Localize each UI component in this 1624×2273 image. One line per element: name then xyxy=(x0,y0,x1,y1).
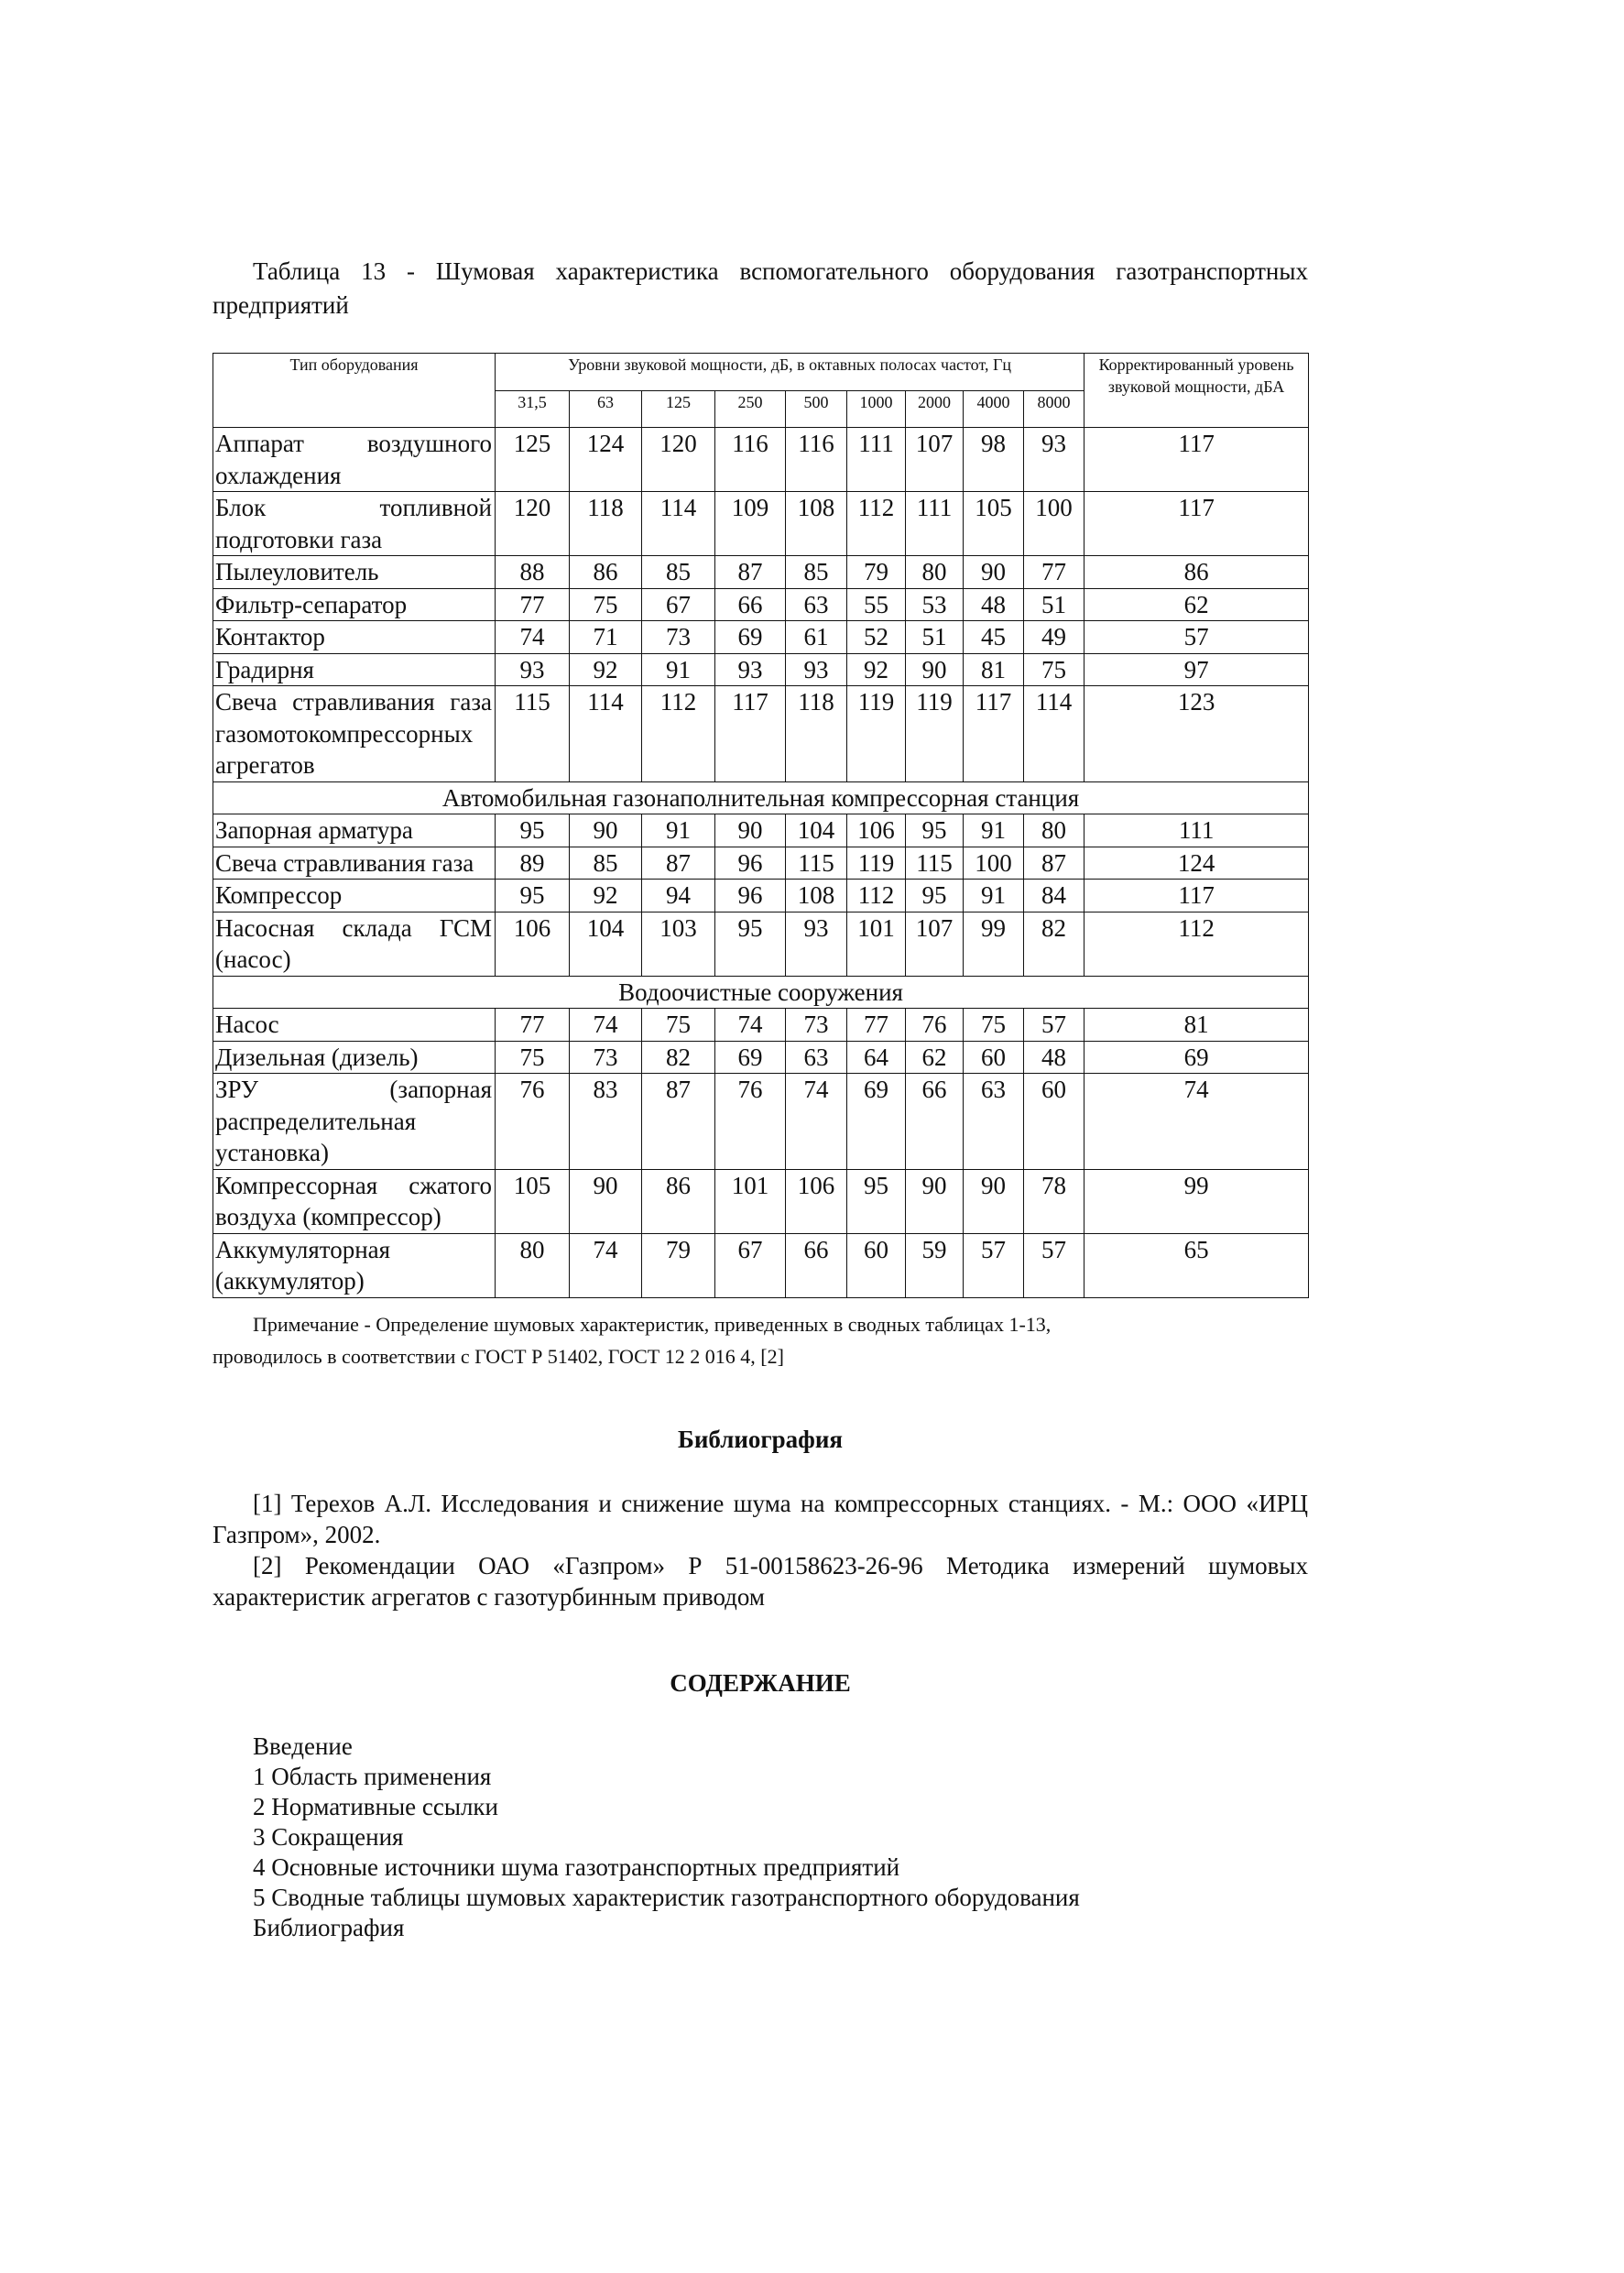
section-label: Водоочистные сооружения xyxy=(213,976,1309,1009)
contents-list xyxy=(253,1732,1080,1943)
corrected-value: 123 xyxy=(1084,686,1309,782)
level-value: 52 xyxy=(847,621,906,654)
level-value: 73 xyxy=(786,1009,847,1042)
level-value: 84 xyxy=(1024,880,1084,912)
level-value: 120 xyxy=(496,492,570,556)
level-value: 48 xyxy=(964,588,1024,621)
level-value: 63 xyxy=(786,1041,847,1074)
level-value: 74 xyxy=(570,1233,642,1297)
level-value: 105 xyxy=(496,1169,570,1233)
level-value: 75 xyxy=(642,1009,715,1042)
level-value: 106 xyxy=(786,1169,847,1233)
level-value: 90 xyxy=(715,814,786,847)
corrected-value: 99 xyxy=(1084,1169,1309,1233)
equipment-name: Насосная склада ГСМ (насос) xyxy=(213,912,496,976)
level-value: 81 xyxy=(964,653,1024,686)
level-value: 48 xyxy=(1024,1041,1084,1074)
equipment-name: Аккумуляторная (аккумулятор) xyxy=(213,1233,496,1297)
level-value: 105 xyxy=(964,492,1024,556)
corrected-value: 117 xyxy=(1084,428,1309,492)
level-value: 90 xyxy=(964,556,1024,589)
level-value: 60 xyxy=(847,1233,906,1297)
note-line-2: проводилось в соответствии с ГОСТ Р 51402, ГОСТ 12 2 016 4, [2] xyxy=(213,1345,784,1368)
frequency-header: 31,5 xyxy=(496,390,570,428)
level-value: 95 xyxy=(496,814,570,847)
frequency-header: 250 xyxy=(715,390,786,428)
table-row xyxy=(213,653,1309,686)
corrected-value: 111 xyxy=(1084,814,1309,847)
level-value: 99 xyxy=(964,912,1024,976)
table-note xyxy=(213,1308,1308,1372)
equipment-name: Свеча стравливания газа xyxy=(213,847,496,880)
table-row xyxy=(213,492,1309,556)
bibliography-list xyxy=(213,1488,1308,1612)
level-value: 83 xyxy=(570,1074,642,1170)
level-value: 57 xyxy=(1024,1009,1084,1042)
level-value: 73 xyxy=(642,621,715,654)
level-value: 112 xyxy=(847,880,906,912)
level-value: 94 xyxy=(642,880,715,912)
level-value: 100 xyxy=(1024,492,1084,556)
corrected-value: 69 xyxy=(1084,1041,1309,1074)
level-value: 103 xyxy=(642,912,715,976)
level-value: 119 xyxy=(847,847,906,880)
level-value: 116 xyxy=(715,428,786,492)
level-value: 85 xyxy=(570,847,642,880)
equipment-name: Контактор xyxy=(213,621,496,654)
level-value: 77 xyxy=(496,588,570,621)
level-value: 79 xyxy=(642,1233,715,1297)
level-value: 75 xyxy=(1024,653,1084,686)
level-value: 67 xyxy=(642,588,715,621)
level-value: 73 xyxy=(570,1041,642,1074)
contents-item: 3 Сокращения xyxy=(253,1823,404,1851)
table-row xyxy=(213,847,1309,880)
contents-item: 2 Нормативные ссылки xyxy=(253,1793,498,1820)
equipment-name: Насос xyxy=(213,1009,496,1042)
level-value: 88 xyxy=(496,556,570,589)
level-value: 118 xyxy=(570,492,642,556)
level-value: 117 xyxy=(964,686,1024,782)
level-value: 112 xyxy=(642,686,715,782)
frequency-header: 63 xyxy=(570,390,642,428)
level-value: 91 xyxy=(642,814,715,847)
frequency-header: 125 xyxy=(642,390,715,428)
equipment-name: Запорная арматура xyxy=(213,814,496,847)
corrected-value: 81 xyxy=(1084,1009,1309,1042)
level-value: 86 xyxy=(642,1169,715,1233)
level-value: 92 xyxy=(570,880,642,912)
level-value: 95 xyxy=(496,880,570,912)
frequency-header: 8000 xyxy=(1024,390,1084,428)
level-value: 86 xyxy=(570,556,642,589)
corrected-value: 74 xyxy=(1084,1074,1309,1170)
level-value: 69 xyxy=(847,1074,906,1170)
corrected-value: 117 xyxy=(1084,492,1309,556)
level-value: 45 xyxy=(964,621,1024,654)
level-value: 91 xyxy=(964,814,1024,847)
level-value: 96 xyxy=(715,847,786,880)
level-value: 108 xyxy=(786,880,847,912)
frequency-header: 2000 xyxy=(906,390,964,428)
level-value: 87 xyxy=(1024,847,1084,880)
level-value: 77 xyxy=(496,1009,570,1042)
level-value: 100 xyxy=(964,847,1024,880)
bibliography-item: [1] Терехов А.Л. Исследования и снижение шума на компрессорных станциях. - М.: ООО «ИРЦ Газпром», 2002. xyxy=(213,1490,1308,1548)
level-value: 109 xyxy=(715,492,786,556)
level-value: 90 xyxy=(906,653,964,686)
header-equipment: Тип оборудования xyxy=(213,354,496,428)
level-value: 57 xyxy=(964,1233,1024,1297)
level-value: 66 xyxy=(906,1074,964,1170)
corrected-value: 65 xyxy=(1084,1233,1309,1297)
contents-item: 1 Область применения xyxy=(253,1763,492,1790)
table-row xyxy=(213,1041,1309,1074)
level-value: 82 xyxy=(642,1041,715,1074)
level-value: 74 xyxy=(786,1074,847,1170)
level-value: 117 xyxy=(715,686,786,782)
table-row xyxy=(213,880,1309,912)
level-value: 53 xyxy=(906,588,964,621)
corrected-value: 117 xyxy=(1084,880,1309,912)
noise-table xyxy=(213,353,1309,1298)
level-value: 108 xyxy=(786,492,847,556)
note-line-1: Примечание - Определение шумовых характеристик, приведенных в сводных таблицах 1-13, xyxy=(253,1313,1052,1336)
corrected-value: 86 xyxy=(1084,556,1309,589)
corrected-value: 57 xyxy=(1084,621,1309,654)
level-value: 95 xyxy=(906,814,964,847)
corrected-value: 124 xyxy=(1084,847,1309,880)
level-value: 63 xyxy=(964,1074,1024,1170)
level-value: 104 xyxy=(786,814,847,847)
equipment-name: Фильтр-сепаратор xyxy=(213,588,496,621)
level-value: 71 xyxy=(570,621,642,654)
level-value: 112 xyxy=(847,492,906,556)
level-value: 91 xyxy=(964,880,1024,912)
contents-item: Библиография xyxy=(253,1914,405,1941)
level-value: 66 xyxy=(786,1233,847,1297)
level-value: 77 xyxy=(1024,556,1084,589)
level-value: 69 xyxy=(715,621,786,654)
level-value: 63 xyxy=(786,588,847,621)
table-row xyxy=(213,556,1309,589)
level-value: 60 xyxy=(964,1041,1024,1074)
level-value: 119 xyxy=(847,686,906,782)
level-value: 79 xyxy=(847,556,906,589)
level-value: 67 xyxy=(715,1233,786,1297)
level-value: 115 xyxy=(906,847,964,880)
frequency-header: 4000 xyxy=(964,390,1024,428)
level-value: 93 xyxy=(786,653,847,686)
header-corrected: Корректированный уровень звуковой мощности, дБА xyxy=(1084,354,1309,428)
level-value: 66 xyxy=(715,588,786,621)
corrected-value: 62 xyxy=(1084,588,1309,621)
level-value: 80 xyxy=(1024,814,1084,847)
table-row xyxy=(213,1009,1309,1042)
level-value: 95 xyxy=(715,912,786,976)
level-value: 90 xyxy=(906,1169,964,1233)
level-value: 119 xyxy=(906,686,964,782)
level-value: 106 xyxy=(496,912,570,976)
level-value: 114 xyxy=(642,492,715,556)
table-row xyxy=(213,912,1309,976)
level-value: 80 xyxy=(906,556,964,589)
table-row xyxy=(213,621,1309,654)
equipment-name: Компрессорная сжатого воздуха (компрессор) xyxy=(213,1169,496,1233)
level-value: 78 xyxy=(1024,1169,1084,1233)
table-row xyxy=(213,1233,1309,1297)
level-value: 91 xyxy=(642,653,715,686)
level-value: 74 xyxy=(496,621,570,654)
level-value: 74 xyxy=(570,1009,642,1042)
equipment-name: Аппарат воздушного охлаждения xyxy=(213,428,496,492)
equipment-name: ЗРУ (запорная распределительная установка) xyxy=(213,1074,496,1170)
level-value: 111 xyxy=(847,428,906,492)
frequency-header: 1000 xyxy=(847,390,906,428)
table-row xyxy=(213,588,1309,621)
level-value: 101 xyxy=(847,912,906,976)
level-value: 90 xyxy=(964,1169,1024,1233)
equipment-name: Пылеуловитель xyxy=(213,556,496,589)
level-value: 64 xyxy=(847,1041,906,1074)
level-value: 76 xyxy=(496,1074,570,1170)
level-value: 92 xyxy=(570,653,642,686)
level-value: 51 xyxy=(1024,588,1084,621)
level-value: 87 xyxy=(642,1074,715,1170)
level-value: 61 xyxy=(786,621,847,654)
level-value: 115 xyxy=(786,847,847,880)
contents-item: 4 Основные источники шума газотранспортных предприятий xyxy=(253,1853,900,1881)
level-value: 96 xyxy=(715,880,786,912)
level-value: 49 xyxy=(1024,621,1084,654)
level-value: 106 xyxy=(847,814,906,847)
contents-heading: СОДЕРЖАНИЕ xyxy=(670,1669,851,1697)
level-value: 104 xyxy=(570,912,642,976)
level-value: 101 xyxy=(715,1169,786,1233)
contents-item: Введение xyxy=(253,1732,353,1760)
level-value: 59 xyxy=(906,1233,964,1297)
level-value: 51 xyxy=(906,621,964,654)
table-caption: Таблица 13 - Шумовая характеристика вспомогательного оборудования газотранспортных предприятий xyxy=(213,257,1308,319)
level-value: 125 xyxy=(496,428,570,492)
section-row xyxy=(213,976,1309,1009)
level-value: 57 xyxy=(1024,1233,1084,1297)
level-value: 76 xyxy=(715,1074,786,1170)
table-row xyxy=(213,686,1309,782)
bibliography-heading: Библиография xyxy=(677,1426,844,1453)
section-label: Автомобильная газонаполнительная компрессорная станция xyxy=(213,781,1309,814)
level-value: 90 xyxy=(570,1169,642,1233)
level-value: 124 xyxy=(570,428,642,492)
equipment-name: Градирня xyxy=(213,653,496,686)
equipment-name: Свеча стравливания газа газомотокомпрессорных агрегатов xyxy=(213,686,496,782)
level-value: 87 xyxy=(642,847,715,880)
table-row xyxy=(213,1074,1309,1170)
level-value: 114 xyxy=(570,686,642,782)
level-value: 62 xyxy=(906,1041,964,1074)
level-value: 82 xyxy=(1024,912,1084,976)
level-value: 75 xyxy=(570,588,642,621)
equipment-name: Компрессор xyxy=(213,880,496,912)
level-value: 76 xyxy=(906,1009,964,1042)
level-value: 85 xyxy=(786,556,847,589)
header-levels: Уровни звуковой мощности, дБ, в октавных полосах частот, Гц xyxy=(496,354,1084,391)
level-value: 114 xyxy=(1024,686,1084,782)
corrected-value: 97 xyxy=(1084,653,1309,686)
level-value: 80 xyxy=(496,1233,570,1297)
equipment-name: Дизельная (дизель) xyxy=(213,1041,496,1074)
level-value: 87 xyxy=(715,556,786,589)
header-row xyxy=(213,354,1309,391)
level-value: 115 xyxy=(496,686,570,782)
level-value: 77 xyxy=(847,1009,906,1042)
level-value: 118 xyxy=(786,686,847,782)
level-value: 95 xyxy=(847,1169,906,1233)
level-value: 90 xyxy=(570,814,642,847)
level-value: 60 xyxy=(1024,1074,1084,1170)
table-row xyxy=(213,428,1309,492)
table-row xyxy=(213,1169,1309,1233)
equipment-name: Блок топливной подготовки газа xyxy=(213,492,496,556)
level-value: 111 xyxy=(906,492,964,556)
level-value: 107 xyxy=(906,428,964,492)
corrected-value: 112 xyxy=(1084,912,1309,976)
level-value: 55 xyxy=(847,588,906,621)
bibliography-item: [2] Рекомендации ОАО «Газпром» Р 51-00158623-26-96 Методика измерений шумовых характеристик агрегатов с газотурбинным приводом xyxy=(213,1552,1308,1611)
level-value: 98 xyxy=(964,428,1024,492)
level-value: 74 xyxy=(715,1009,786,1042)
contents-item: 5 Сводные таблицы шумовых характеристик газотранспортного оборудования xyxy=(253,1884,1080,1911)
level-value: 85 xyxy=(642,556,715,589)
level-value: 93 xyxy=(715,653,786,686)
level-value: 75 xyxy=(496,1041,570,1074)
level-value: 75 xyxy=(964,1009,1024,1042)
level-value: 120 xyxy=(642,428,715,492)
table-body xyxy=(213,428,1309,1298)
level-value: 89 xyxy=(496,847,570,880)
level-value: 93 xyxy=(1024,428,1084,492)
section-row xyxy=(213,781,1309,814)
level-value: 95 xyxy=(906,880,964,912)
level-value: 93 xyxy=(496,653,570,686)
table-row xyxy=(213,814,1309,847)
level-value: 93 xyxy=(786,912,847,976)
level-value: 107 xyxy=(906,912,964,976)
level-value: 116 xyxy=(786,428,847,492)
level-value: 69 xyxy=(715,1041,786,1074)
level-value: 92 xyxy=(847,653,906,686)
frequency-header: 500 xyxy=(786,390,847,428)
